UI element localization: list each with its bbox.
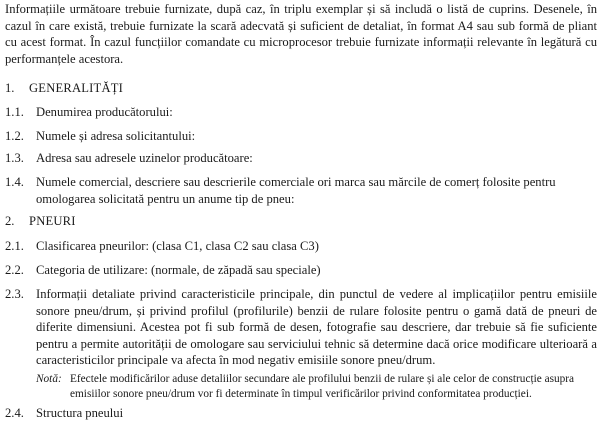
item-number: 2.3. xyxy=(5,287,24,301)
item-text: Informații detaliate privind caracteristicile principale, din punctul de vedere al implicațiilor pentru emisiile sonore pneu/drum, și privind profilul (profilurile) benzii de rulare folosite pentru o gamă dată de pneuri de diferite dimensiuni. Acestea pot fi sub formă de desen, fotografie sau descriere, dar trebuie să fie suficiente pentru a permite autorității de omologare sau serviciului tehnic să determine dacă orice modificare ulterioară a caracteristicilor principale va afecta în mod negativ emisiile sonore pneu/drum. xyxy=(36,287,597,367)
item-number: 1.4. xyxy=(5,175,24,189)
item-number: 1. xyxy=(5,81,15,95)
item-text: Categoria de utilizare: (normale, de zăpadă sau speciale) xyxy=(36,263,321,277)
item-number: 2.2. xyxy=(5,263,24,277)
item-text: Clasificarea pneurilor: (clasa C1, clasa C2 sau clasa C3) xyxy=(36,239,319,253)
section-title: GENERALITĂȚI xyxy=(29,81,124,95)
intro-paragraph: Informațiile următoare trebuie furnizate, după caz, în triplu exemplar și să includă o listă de cuprins. Desenele, în cazul în care există, trebuie furnizate la scară adecvată și suficient de detaliat, în format A4 sau sub formă de pliant cu acest format. În cazul funcțiilor comandate cu microprocesor trebuie furnizate informații relevante în legătură cu performanțele acestora. xyxy=(5,2,597,66)
section-title: PNEURI xyxy=(29,214,76,228)
item-number: 1.2. xyxy=(5,129,24,143)
item-number: 2.1. xyxy=(5,239,24,253)
item-text: Adresa sau adresele uzinelor producătoare: xyxy=(36,151,253,165)
item-number: 2. xyxy=(5,214,15,228)
item-text: Structura pneului xyxy=(36,406,124,420)
note-text: Efectele modificărilor aduse detaliilor secundare ale profilului benzii de rulare și ale celor de construcție asupra emisiilor sonore pneu/drum vor fi determinate în timpul verificărilor privind conformitatea producției. xyxy=(70,373,575,400)
item-text: Numele comercial, descriere sau descrierile comerciale ori marca sau mărcile de comerț folosite pentru omologarea solicitată pentru un anume tip de pneu: xyxy=(36,175,556,206)
item-text: Denumirea producătorului: xyxy=(36,105,173,119)
item-number: 1.1. xyxy=(5,105,24,119)
item-number: 1.3. xyxy=(5,151,24,165)
item-text: Numele și adresa solicitantului: xyxy=(36,129,196,143)
note-label: Notă: xyxy=(36,373,62,385)
item-number: 2.4. xyxy=(5,406,24,420)
